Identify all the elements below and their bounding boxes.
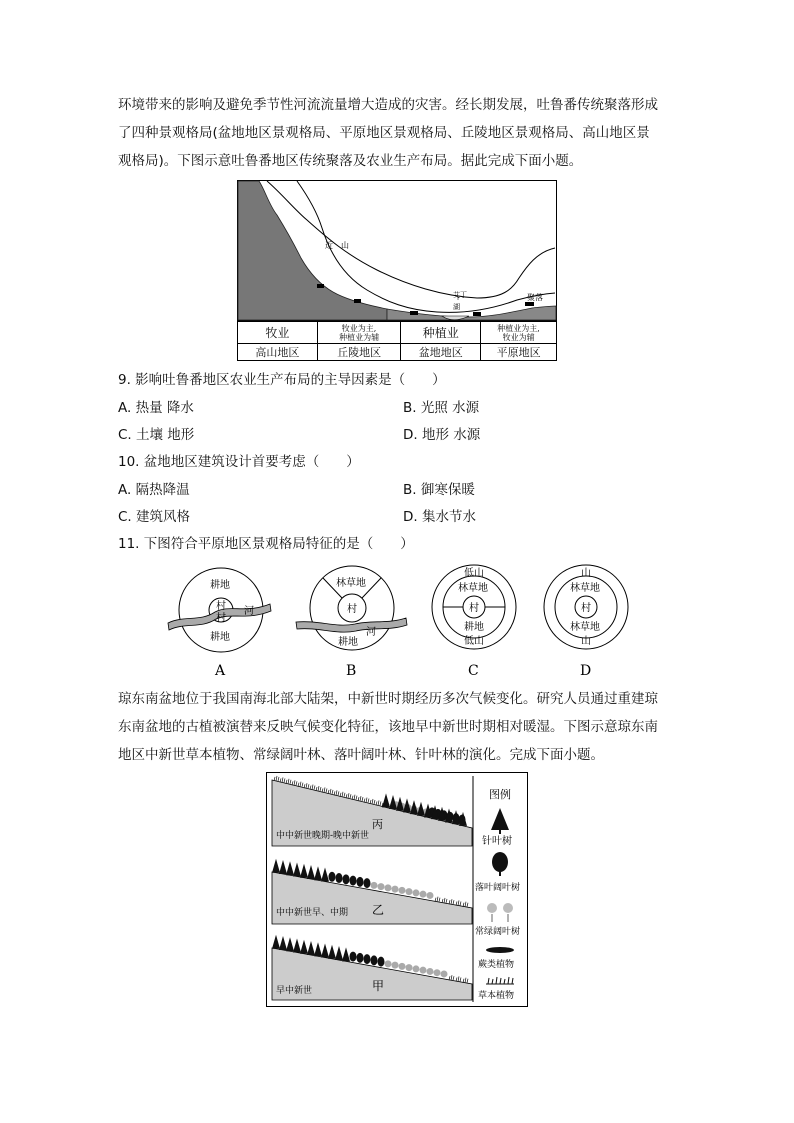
intro1-line-2: 了四种景观格局(盆地地区景观格局、平原地区景观格局、丘陵地区景观格局、高山地区景 [118, 125, 650, 141]
diagram-b[interactable] [296, 566, 407, 679]
legend-grass: 草本植物 [478, 991, 515, 1001]
deciduous-tree [357, 877, 364, 887]
evergreen-tree [399, 887, 406, 894]
deciduous-tree [343, 874, 350, 884]
evergreen-tree [406, 964, 413, 971]
settlement-label: 聚落 [527, 293, 543, 302]
evergreen-tree [378, 883, 385, 890]
c-outer-top-label: 低山 [464, 568, 484, 579]
landuse-cell-2: 牧业为主, 种植业为辅 [317, 322, 401, 344]
legend-fern: 蕨类植物 [478, 960, 515, 970]
panel-3-mark: 甲 [372, 979, 385, 993]
legend-deciduous: 落叶阔叶树 [475, 883, 521, 893]
evergreen-tree [392, 962, 399, 969]
a-letter: A [215, 663, 226, 679]
evergreen-tree [427, 968, 434, 975]
deciduous-tree [357, 953, 364, 963]
d-mid-bottom-label: 林草地 [570, 622, 600, 633]
region-cell-2: 丘陵地区 [317, 344, 401, 361]
q10-option-d[interactable]: D. 集水节水 [403, 509, 476, 525]
landuse-cell-1: 牧业 [238, 322, 318, 344]
legend-evergreen: 常绿阔叶树 [475, 927, 521, 937]
evergreen-tree [371, 882, 378, 889]
intro2-line-2: 东南盆地的古植被演替来反映气候变化特征，该地早中新世时期相对暖湿。下图示意琼东南 [118, 719, 658, 735]
b-center-label: 村 [347, 604, 357, 615]
question-10-stem: 10. 盆地地区建筑设计首要考虑（ ） [118, 454, 360, 470]
d-outer-bottom-label: 山 [581, 636, 591, 647]
c-letter: C [468, 663, 479, 679]
question-11-stem: 11. 下图符合平原地区景观格局特征的是（ ） [118, 536, 414, 552]
evergreen-tree [399, 963, 406, 970]
a-river-label: 河 [244, 606, 254, 617]
lake-label-part2: 湖 [453, 303, 460, 311]
landuse-cell-3: 种植业 [401, 322, 481, 344]
region-cell-1: 高山地区 [238, 344, 318, 361]
deciduous-tree [350, 952, 357, 962]
evergreen-tree [413, 889, 420, 896]
deciduous-tree-icon [492, 852, 508, 872]
intro-paragraph-1 [118, 91, 678, 175]
diagram-c[interactable] [432, 565, 516, 679]
panel-2-mark: 乙 [372, 903, 385, 917]
mountain-label: 近 山 [325, 241, 349, 250]
legend-conifer: 针叶树 [482, 836, 512, 847]
c-outer-bottom-label: 低山 [464, 636, 484, 647]
evergreen-tree [427, 892, 434, 899]
region-cell-4: 平原地区 [481, 344, 557, 361]
legend-title: 图例 [489, 788, 511, 801]
evergreen-tree [413, 965, 420, 972]
d-letter: D [580, 663, 592, 679]
b-bottom-label: 耕地 [338, 637, 358, 648]
d-mid-top-label: 林草地 [570, 583, 600, 594]
deciduous-tree [364, 878, 371, 888]
a-center-label-2: 村 [216, 613, 226, 624]
turpan-profile-figure [237, 180, 557, 358]
evergreen-tree [392, 886, 399, 893]
deciduous-tree [350, 876, 357, 886]
q9-option-c[interactable]: C. 土壤 地形 [118, 427, 195, 443]
q10-option-a[interactable]: A. 隔热降温 [118, 482, 190, 498]
evergreen-tree [385, 960, 392, 967]
question-9-stem: 9. 影响吐鲁番地区农业生产布局的主导因素是（ ） [118, 372, 446, 388]
a-center-label: 村 [216, 601, 226, 612]
q10-option-c[interactable]: C. 建筑风格 [118, 509, 191, 525]
intro2-line-3: 地区中新世草本植物、常绿阔叶林、落叶阔叶林、针叶林的演化。完成下面小题。 [118, 747, 604, 763]
d-outer-top-label: 山 [581, 568, 591, 579]
b-river-label: 河 [366, 627, 376, 638]
evergreen-tree [420, 967, 427, 974]
intro-paragraph-2 [118, 685, 678, 769]
deciduous-tree [364, 954, 371, 964]
c-mid-bottom-label: 耕地 [464, 622, 484, 633]
q9-option-b[interactable]: B. 光照 水源 [403, 400, 480, 416]
panel-2-period: 中中新世早、中期 [276, 908, 349, 918]
panel-1-mark: 丙 [372, 818, 383, 831]
d-center-label: 村 [581, 603, 591, 614]
intro2-line-1: 琼东南盆地位于我国南海北部大陆架，中新世时期经历多次气候变化。研究人员通过重建琼 [118, 691, 658, 707]
evergreen-tree [420, 891, 427, 898]
diagram-a[interactable] [168, 568, 271, 679]
evergreen-tree [385, 884, 392, 891]
deciduous-tree [336, 873, 343, 883]
deciduous-tree [378, 957, 385, 967]
q9-option-d[interactable]: D. 地形 水源 [403, 427, 481, 443]
lake-label-part1: 艾丁 [453, 291, 467, 299]
q10-option-b[interactable]: B. 御寒保暖 [403, 482, 475, 498]
q9-option-a[interactable]: A. 热量 降水 [118, 400, 194, 416]
fern-icon [486, 947, 514, 953]
landscape-pattern-options [160, 560, 640, 680]
intro1-line-3: 观格局)。下图示意吐鲁番地区传统聚落及农业生产布局。据此完成下面小题。 [118, 153, 583, 169]
landuse-cell-4: 种植业为主, 牧业为辅 [481, 322, 557, 344]
a-top-label: 耕地 [210, 580, 230, 591]
b-top-label: 林草地 [336, 578, 366, 589]
panel-1-period: 中中新世晚期-晚中新世 [276, 831, 370, 841]
c-center-label: 村 [469, 603, 479, 614]
panel-3-period: 早中新世 [276, 986, 313, 996]
b-letter: B [346, 663, 357, 679]
evergreen-tree [406, 888, 413, 895]
c-mid-top-label: 林草地 [458, 583, 488, 594]
deciduous-tree [329, 872, 336, 882]
diagram-d[interactable] [544, 565, 628, 679]
vegetation-evolution-figure [266, 772, 528, 1007]
landuse-region-table [237, 321, 557, 361]
intro1-line-1: 环境带来的影响及避免季节性河流流量增大造成的灾害。经长期发展，吐鲁番传统聚落形成 [118, 97, 658, 113]
deciduous-tree [371, 955, 378, 965]
a-bottom-label: 耕地 [210, 632, 230, 643]
region-cell-3: 盆地地区 [401, 344, 481, 361]
terrain-cross-section [237, 180, 557, 321]
evergreen-tree [434, 969, 441, 976]
evergreen-tree [441, 970, 448, 977]
